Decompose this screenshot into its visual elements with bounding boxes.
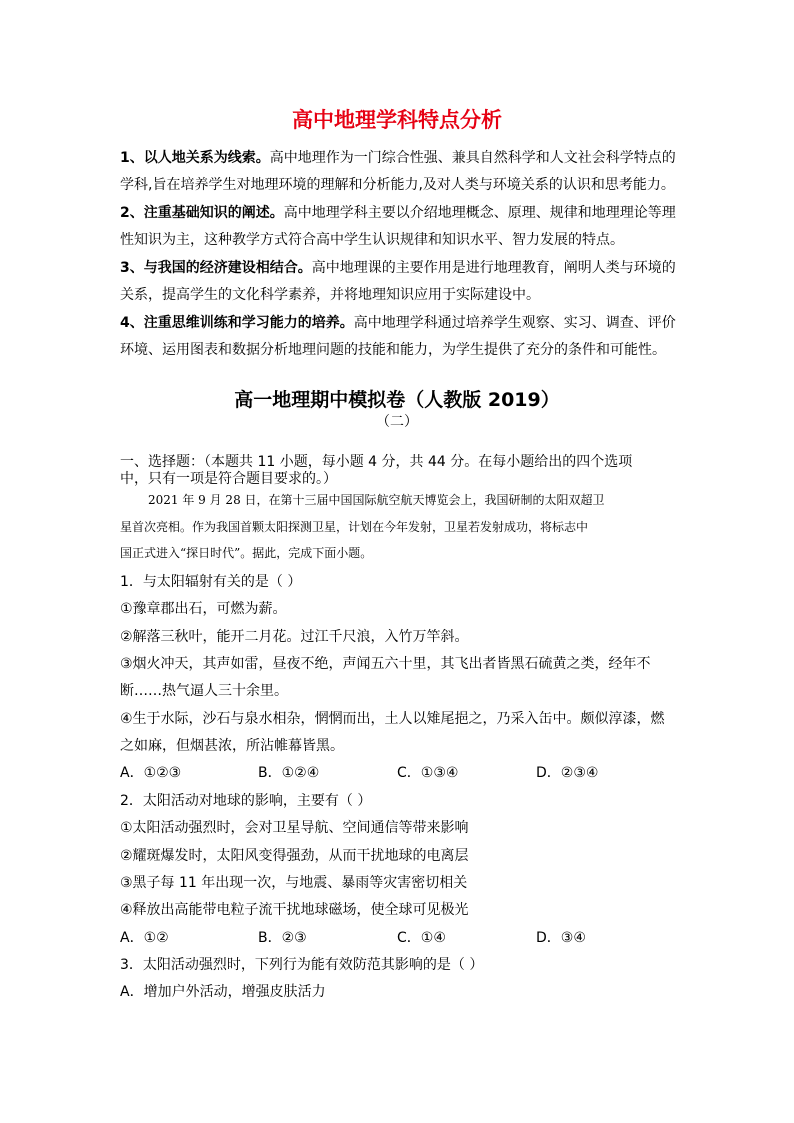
option-b[interactable]: B．②③ bbox=[258, 930, 307, 946]
option-b[interactable]: B．①②④ bbox=[258, 765, 320, 781]
question-item: ④释放出高能带电粒子流干扰地球磁场，使全球可见极光 bbox=[120, 902, 469, 918]
exam-subtitle: （二） bbox=[376, 414, 418, 430]
question-item: ②耀斑爆发时，太阳风变得强劲，从而干扰地球的电离层 bbox=[120, 848, 469, 864]
question-item: ①太阳活动强烈时，会对卫星导航、空间通信等带来影响 bbox=[120, 820, 469, 836]
question-item: ④生于水际，沙石与泉水相杂，惘惘而出，土人以雉尾挹之，乃采入缶中。颇似淳漆，燃 bbox=[120, 711, 665, 727]
option-d[interactable]: D．③④ bbox=[536, 930, 586, 946]
intro-cont: 性知识为主，这种教学方式符合高中学生认识规律和知识水平、智力发展的特点。 bbox=[120, 232, 624, 248]
passage-line: 国正式进入“探日时代”。据此，完成下面小题。 bbox=[120, 546, 373, 560]
intro-lead: 4、注重思维训练和学习能力的培养。 bbox=[120, 315, 354, 331]
question-stem: 1．与太阳辐射有关的是（ ） bbox=[120, 574, 302, 590]
question-item: ①豫章郡出石，可燃为薪。 bbox=[120, 601, 287, 617]
option-a[interactable]: A．①②③ bbox=[120, 765, 182, 781]
section-heading: 一、选择题：（本题共 11 小题，每小题 4 分，共 44 分。在每小题给出的四个选项 bbox=[120, 454, 633, 470]
intro-cont: 学科,旨在培养学生对地理环境的理解和分析能力,及对人类与环境关系的认识和思考能力。 bbox=[120, 177, 675, 193]
question-stem: 3．太阳活动强烈时，下列行为能有效防范其影响的是（ ） bbox=[120, 957, 484, 973]
question-stem: 2．太阳活动对地球的影响，主要有（ ） bbox=[120, 793, 372, 809]
option-c[interactable]: C．①③④ bbox=[397, 765, 459, 781]
intro-cont: 关系，提高学生的文化科学素养，并将地理知识应用于实际建设中。 bbox=[120, 287, 540, 303]
passage-line: 2021 年 9 月 28 日，在第十三届中国国际航空航天博览会上，我国研制的太阳双超卫 bbox=[148, 493, 605, 507]
section-heading-cont: 中，只有一项是符合题目要求的。） bbox=[120, 471, 337, 487]
question-item: ③烟火冲天，其声如雷，昼夜不绝，声闻五六十里，其飞出者皆黑石硫黄之类，经年不 bbox=[120, 656, 651, 672]
intro-body: 高中地理课的主要作用是进行地理教育，阐明人类与环境的 bbox=[311, 260, 676, 276]
passage-line: 星首次亮相。作为我国首颗太阳探测卫星，计划在今年发射，卫星若发射成功，将标志中 bbox=[120, 520, 589, 534]
intro-body: 高中地理学科主要以介绍地理概念、原理、规律和地理理论等理 bbox=[283, 205, 676, 221]
option-a[interactable]: A．增加户外活动，增强皮肤活力 bbox=[120, 984, 326, 1000]
header-title: 高中地理学科特点分析 bbox=[292, 108, 502, 132]
intro-lead: 1、以人地关系为线索。 bbox=[120, 150, 270, 166]
intro-item-2 bbox=[120, 200, 680, 227]
intro-item-3 bbox=[120, 255, 680, 282]
intro-item-4 bbox=[120, 310, 680, 337]
exam-title: 高一地理期中模拟卷（人教版 2019） bbox=[234, 389, 560, 411]
option-a[interactable]: A．①② bbox=[120, 930, 169, 946]
question-item: 之如麻，但烟甚浓，所沾帷幕皆黑。 bbox=[120, 738, 344, 754]
intro-item-1 bbox=[120, 145, 680, 172]
intro-body: 高中地理作为一门综合性强、兼具自然科学和人文社会科学特点的 bbox=[269, 150, 676, 166]
option-c[interactable]: C．①④ bbox=[397, 930, 446, 946]
intro-lead: 3、与我国的经济建设相结合。 bbox=[120, 260, 312, 276]
option-d[interactable]: D．②③④ bbox=[536, 765, 599, 781]
question-item: ③黑子每 11 年出现一次，与地震、暴雨等灾害密切相关 bbox=[120, 875, 468, 891]
intro-cont: 环境、运用图表和数据分析地理问题的技能和能力，为学生提供了充分的条件和可能性。 bbox=[120, 342, 666, 358]
question-item: ②解落三秋叶，能开二月花。过江千尺浪，入竹万竿斜。 bbox=[120, 629, 469, 645]
question-item: 断……热气逼人三十余里。 bbox=[120, 683, 288, 699]
intro-lead: 2、注重基础知识的阐述。 bbox=[120, 205, 284, 221]
intro-body: 高中地理学科通过培养学生观察、实习、调查、评价 bbox=[353, 315, 676, 331]
